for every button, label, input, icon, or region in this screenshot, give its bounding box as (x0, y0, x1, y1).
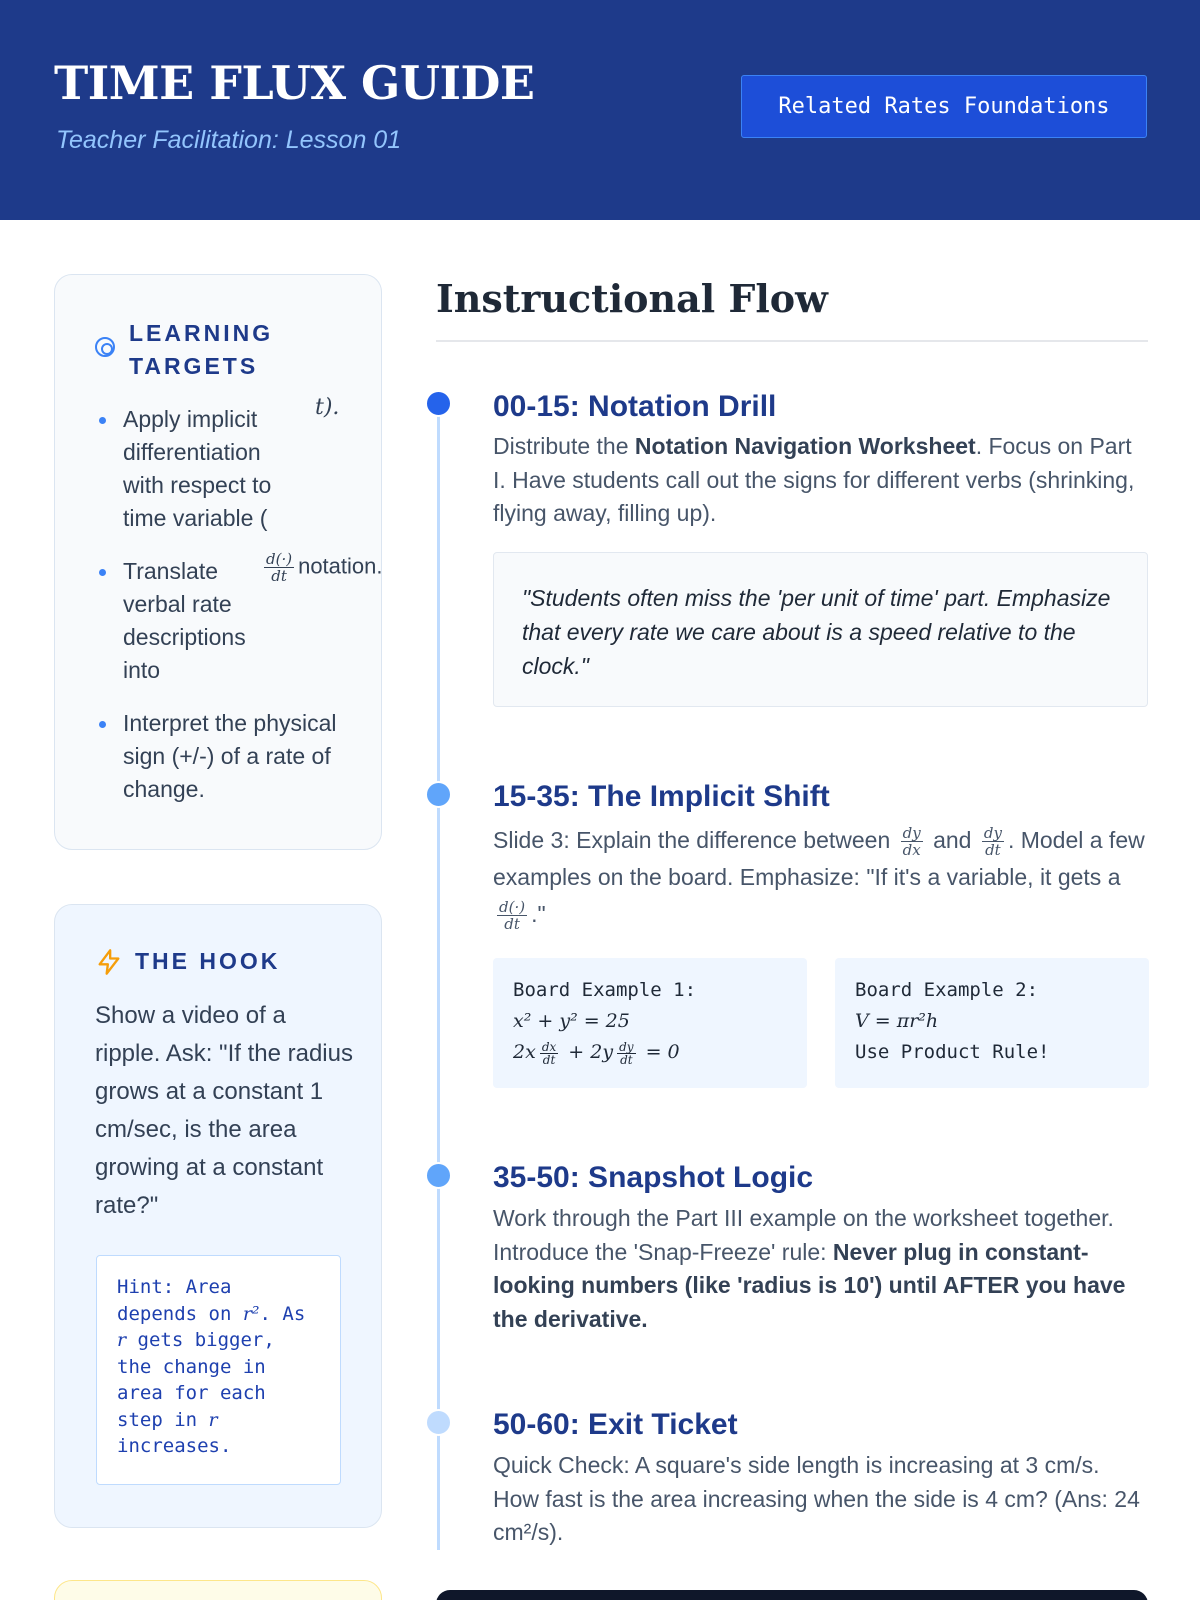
timeline-dot (425, 781, 452, 808)
fraction: $\frac{dy}{dx}$ (902, 824, 921, 860)
step-title-exit-ticket: 50-60: Exit Ticket (493, 1408, 738, 1441)
target-math-notation: $\frac{d(\cdot)}{dt}$ notation. (266, 550, 383, 585)
notes-card (54, 1580, 382, 1600)
fraction: $\frac{d(\cdot)}{dt}$ (499, 898, 526, 934)
step-text-snapshot-logic: Work through the Part III example on the worksheet together. Introduce the 'Snap-Freeze' rule: Never plug in constant-looking numbers (like 'radius is 10') until AFTER you have the derivative. (493, 1205, 1126, 1332)
board-example-1 (493, 958, 807, 1088)
board-label: Board Example 2: (855, 979, 1039, 1001)
learning-targets-label: LEARNING TARGETS (129, 320, 274, 379)
target-text: Interpret the physical sign (+/-) of a rate of change. (123, 710, 337, 802)
step-text-exit-ticket: Quick Check: A square's side length is increasing at 3 cm/s. How fast is the area increasing when the side is 4 cm? (Ans: 24 cm²/s). (493, 1452, 1140, 1545)
flow-title: Instructional Flow (436, 276, 828, 321)
board-equation: x² + y² = 25 (513, 1010, 630, 1032)
step-text-implicit-shift: Slide 3: Explain the difference between $\frac{dy}{dx}$ and $\frac{dy}{dt}$ . Model a few examples on the board. Emphasize: "If it's a variable, it gets a $\frac{d(\cdot)}{dt}$ ." (493, 824, 1145, 934)
board-equation: 2x $\frac{dx}{dt}$ + 2y $\frac{dy}{dt}$ = 0 (513, 1039, 680, 1067)
divider (436, 340, 1148, 342)
lightning-icon (95, 947, 123, 977)
guide-title: TIME FLUX GUIDE (54, 56, 535, 110)
step-title-snapshot-logic: 35-50: Snapshot Logic (493, 1161, 814, 1194)
topic-badge: Related Rates Foundations (741, 75, 1147, 138)
learning-targets-list (99, 403, 339, 826)
timeline-dot (425, 390, 452, 417)
teacher-tip-quote: "Students often miss the 'per unit of time' part. Emphasize that every rate we care about is a speed relative to the clock." (493, 552, 1148, 707)
board-label: Board Example 1: (513, 979, 697, 1001)
learning-targets-card (54, 274, 382, 850)
guide-subtitle: Teacher Facilitation: Lesson 01 (56, 126, 402, 154)
fraction: $\frac{d(\cdot)}{dt}$ (266, 550, 293, 585)
board-note: Use Product Rule! (855, 1041, 1050, 1063)
target-math-t: t). (315, 395, 340, 420)
step-title-notation-drill: 00-15: Notation Drill (493, 390, 777, 423)
target-text: Translate verbal rate descriptions into (123, 558, 246, 683)
hint-box: Hint: Area depends on r². As r gets bigger, the change in area for each step in r increases. (96, 1255, 341, 1485)
hook-text: Show a video of a ripple. Ask: "If the radius grows at a constant 1 cm/sec, is the area growing at a constant rate?" (95, 1002, 353, 1219)
target-item (99, 555, 259, 687)
hook-heading (95, 945, 280, 978)
hook-card (54, 904, 382, 1528)
board-example-2 (835, 958, 1149, 1088)
board-equation: V = πr²h (855, 1010, 939, 1032)
target-item (99, 403, 279, 535)
target-icon (95, 337, 115, 357)
hook-label: THE HOOK (135, 948, 281, 974)
timeline-dot (425, 1162, 452, 1189)
target-item (99, 707, 349, 806)
fraction: $\frac{dy}{dt}$ (983, 824, 1002, 860)
page-header (0, 0, 1200, 220)
learning-targets-heading (95, 317, 309, 383)
step-title-implicit-shift: 15-35: The Implicit Shift (493, 780, 830, 813)
step-text-notation-drill: Distribute the Notation Navigation Worksheet. Focus on Part I. Have students call out the signs for different verbs (shrinking, flying away, filling up). (493, 433, 1135, 526)
target-text: Apply implicit differentiation with respect to time variable ( (123, 406, 272, 531)
timeline-line (437, 405, 440, 1550)
timeline-dot (425, 1409, 452, 1436)
footer-panel (436, 1590, 1148, 1600)
